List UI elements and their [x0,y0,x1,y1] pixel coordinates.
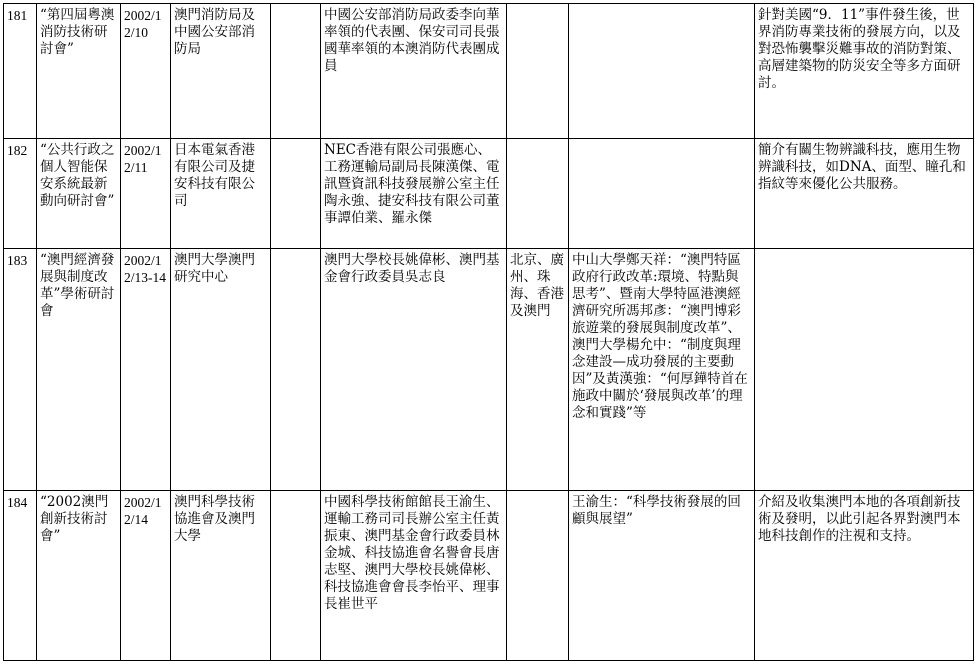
content [755,249,974,491]
organizer: 澳門消防局及中國公安部消防局 [171,4,271,139]
officials: 中國科學技術館館長王渝生、運輸工務司司長辦公室主任黃振東、澳門基金會行政委員林金城、科技協進會名譽會長唐志堅、澳門大學校長姚偉彬、科技協進會會長李怡平、理事長崔世平 [321,491,507,661]
co-organizer [271,4,321,139]
event-date: 2002/12/10 [121,4,171,139]
speakers [569,4,755,139]
row-number: 182 [4,139,37,249]
organizer: 日本電氣香港有限公司及捷安科技有限公司 [171,139,271,249]
event-date: 2002/12/13-14 [121,249,171,491]
speakers: 中山大學鄭天祥：“澳門特區政府行政改革:環境、特點與思考”、暨南大學特區港澳經濟研究所馮邦彥：“澳門博彩旅遊業的發展與制度改革”、澳門大學楊允中：“制度與理念建設—成功發展的主要動因”及黃漢強：“何厚鏵特首在施政中關於‘發展與改革’的理念和實踐”等 [569,249,755,491]
content: 介紹及收集澳門本地的各項創新技術及發明，以此引起各界對澳門本地科技創作的注視和支持。 [755,491,974,661]
table-row [4,139,974,249]
table-row [4,249,974,491]
place: 北京、廣州、珠海、香港及澳門 [507,249,569,491]
event-date: 2002/12/11 [121,139,171,249]
co-organizer [271,249,321,491]
speakers [569,139,755,249]
events-table [3,3,974,661]
officials: 澳門大學校長姚偉彬、澳門基金會行政委員吳志良 [321,249,507,491]
event-title: “澳門經濟發展與制度改革”學術研討會 [37,249,121,491]
place [507,139,569,249]
row-number: 183 [4,249,37,491]
co-organizer [271,491,321,661]
event-date: 2002/12/14 [121,491,171,661]
event-title: “2002澳門創新技術討會” [37,491,121,661]
content: 針對美國“9．11”事件發生後，世界消防專業技術的發展方向，以及對恐怖襲擊災難事故的消防對策、高層建築物的防災安全等多方面研討。 [755,4,974,139]
co-organizer [271,139,321,249]
row-number: 184 [4,491,37,661]
organizer: 澳門科學技術協進會及澳門大學 [171,491,271,661]
table-row [4,4,974,139]
place [507,491,569,661]
officials: 中國公安部消防局政委李向華率領的代表團、保安司司長張國華率領的本澳消防代表團成員 [321,4,507,139]
event-title: “第四屆粵澳消防技術研討會” [37,4,121,139]
row-number: 181 [4,4,37,139]
event-title: “公共行政之個人智能保安系統最新動向研討會” [37,139,121,249]
content: 簡介有關生物辨識科技，應用生物辨識科技，如DNA、面型、瞳孔和指紋等來優化公共服務。 [755,139,974,249]
organizer: 澳門大學澳門研究中心 [171,249,271,491]
officials: NEC香港有限公司張應心、工務運輸局副局長陳漢傑、電訊暨資訊科技發展辦公室主任陶永強、捷安科技有限公司董事譚伯業、羅永傑 [321,139,507,249]
place [507,4,569,139]
speakers: 王渝生：“科學技術發展的回顧與展望” [569,491,755,661]
table-row [4,491,974,661]
